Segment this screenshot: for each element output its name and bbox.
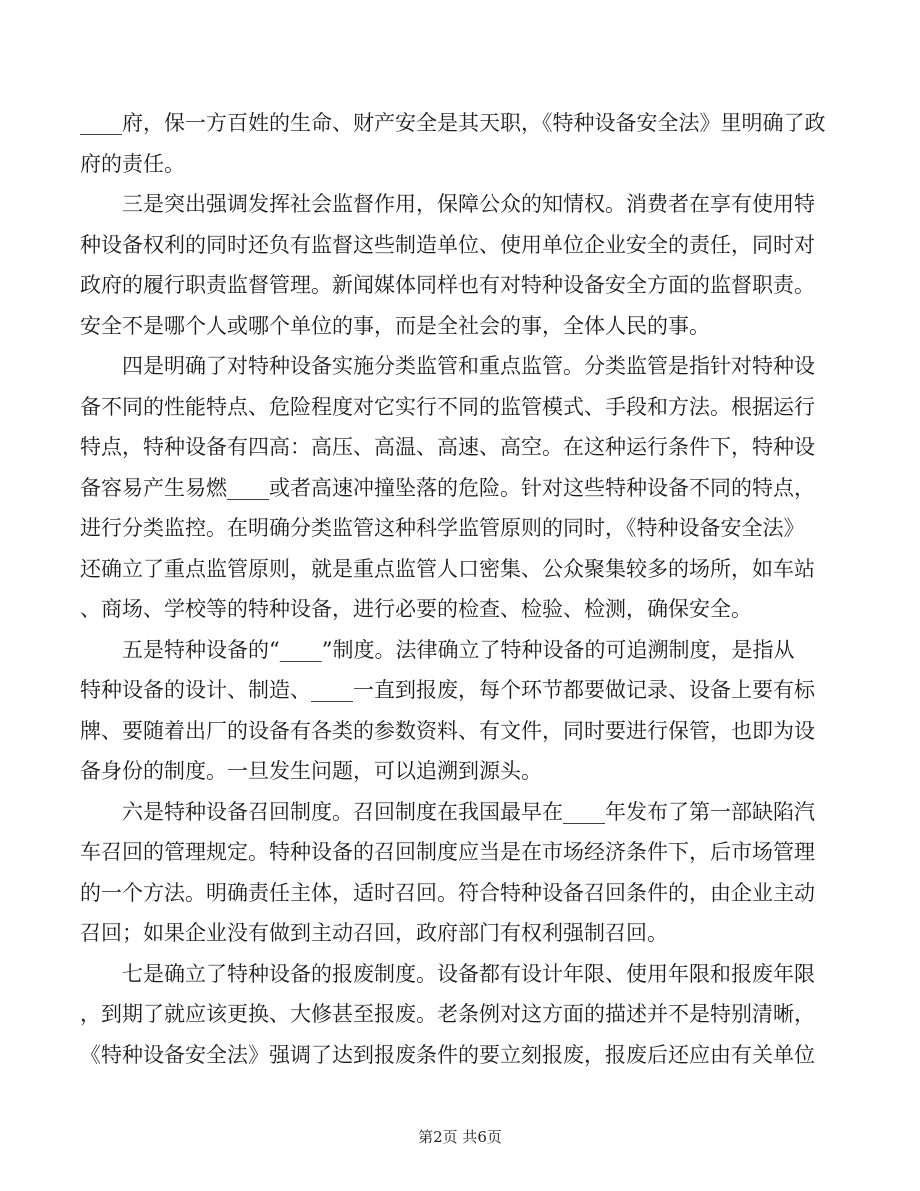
paragraph-classified-supervision [80,346,830,630]
paragraph-traceability [80,630,830,792]
document-body [80,103,830,1075]
paragraph-scrapping [80,954,830,1076]
text-line: 安全不是哪个人或哪个单位的事，而是全社会的事，全体人民的事。 [80,313,710,338]
text-line: 三是突出强调发挥社会监督作用，保障公众的知情权。消费者在享有使用特 [122,192,815,216]
text-line: 的一个方法。明确责任主体，适时召回。符合特种设备召回条件的，由企业主动 [80,880,815,905]
text-line: 备容易产生易燃____或者高速冲撞坠落的危险。针对这些特种设备不同的特点， [80,475,815,500]
text-line: 进行分类监控。在明确分类监管这种科学监管原则的同时，《特种设备安全法》 [80,516,805,540]
text-line: 召回；如果企业没有做到主动召回，政府部门有权利强制召回。 [80,921,668,945]
text-line: 车召回的管理规定。特种设备的召回制度应当是在市场经济条件下，后市场管理 [80,840,815,864]
text-line: 政府的履行职责监督管理。新闻媒体同样也有对特种设备安全方面的监督职责。 [80,273,815,297]
text-line: 五是特种设备的“____”制度。法律确立了特种设备的可追溯制度，是指从 [122,637,795,662]
text-line: 七是确立了特种设备的报废制度。设备都有设计年限、使用年限和报废年限 [122,961,815,986]
page-number-footer: 第2页 共6页 [418,1128,502,1146]
text-line: 牌、要随着出厂的设备有各类的参数资料、有文件，同时要进行保管，也即为设 [80,718,815,743]
text-line: 四是明确了对特种设备实施分类监管和重点监管。分类监管是指针对特种设 [122,354,815,378]
text-line: 种设备权利的同时还负有监督这些制造单位、使用单位企业安全的责任，同时对 [80,232,815,257]
text-line: 、商场、学校等的特种设备，进行必要的检查、检验、检测，确保安全。 [80,597,752,621]
text-line: 备不同的性能特点、危险程度对它实行不同的监管模式、手段和方法。根据运行 [80,394,815,419]
paragraph-social-supervision [80,184,830,346]
text-line: 备身份的制度。一旦发生问题，可以追溯到源头。 [80,759,542,783]
text-line: 府的责任。 [80,151,185,176]
text-line: 特种设备的设计、制造、____一直到报废，每个环节都要做记录、设备上要有标 [80,678,815,702]
paragraph-recall [80,792,830,954]
text-line: ，到期了就应该更换、大修甚至报废。老条例对这方面的描述并不是特别清晰， [80,1002,815,1026]
text-line: ____府，保一方百姓的生命、财产安全是其天职，《特种设备安全法》里明确了政 [80,111,826,135]
paragraph-continuation [80,103,830,184]
text-line: 还确立了重点监管原则，就是重点监管人口密集、公众聚集较多的场所，如车站 [80,556,815,581]
text-line: 特点，特种设备有四高：高压、高温、高速、高空。在这种运行条件下，特种设 [80,435,815,459]
text-line: 六是特种设备召回制度。召回制度在我国最早在____年发布了第一部缺陷汽 [122,799,815,824]
text-line: 《特种设备安全法》强调了达到报废条件的要立刻报废，报废后还应由有关单位 [80,1042,815,1067]
